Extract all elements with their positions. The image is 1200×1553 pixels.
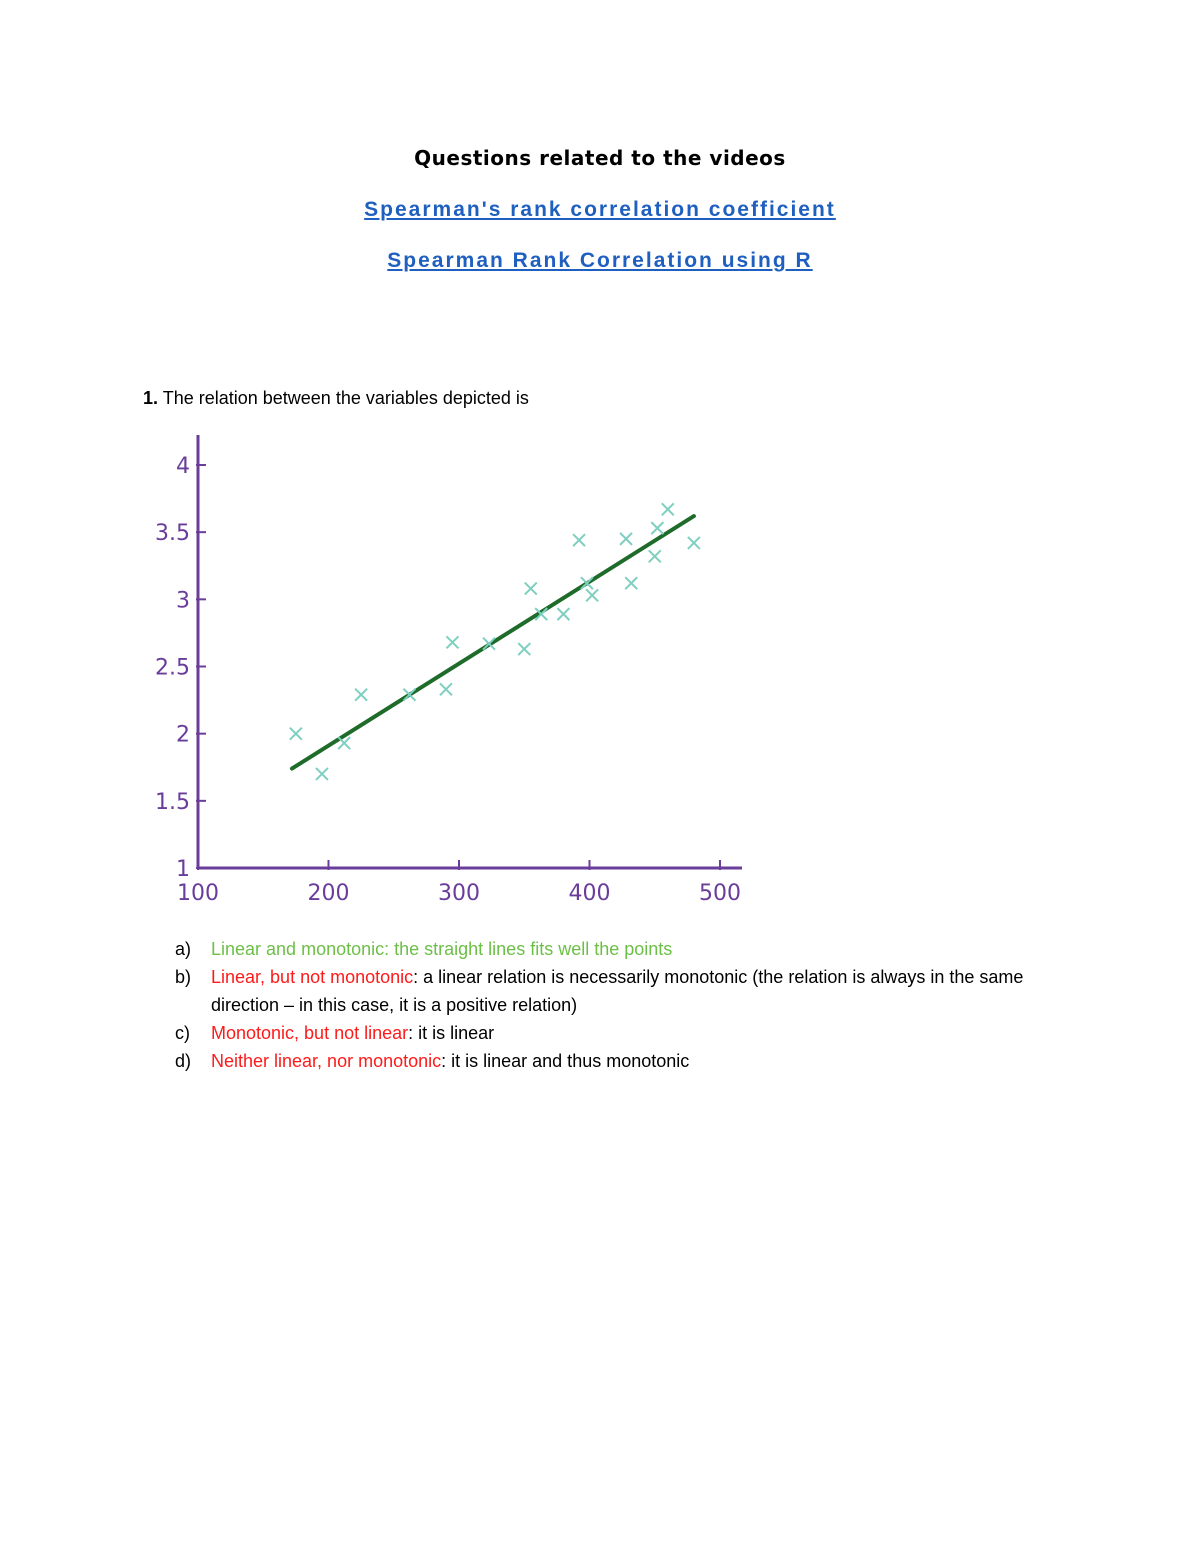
page-title: Questions related to the videos xyxy=(414,146,786,170)
data-point xyxy=(581,577,593,589)
x-tick-label: 200 xyxy=(307,881,350,906)
data-point xyxy=(440,683,452,695)
data-point xyxy=(338,737,350,749)
answer-letter: c) xyxy=(175,1023,190,1043)
answer-explanation: : it is linear and thus monotonic xyxy=(441,1051,690,1071)
data-point xyxy=(688,537,700,549)
answer-list xyxy=(175,935,1075,1075)
answer-explanation: : it is linear xyxy=(408,1023,495,1043)
data-point xyxy=(662,503,674,515)
data-point xyxy=(355,689,367,701)
data-point xyxy=(525,583,537,595)
trend-line xyxy=(292,516,694,769)
data-point xyxy=(290,728,302,740)
y-tick-label: 4 xyxy=(176,454,190,479)
x-tick-label: 100 xyxy=(177,881,219,906)
answer-label: Monotonic, but not linear xyxy=(211,1023,409,1043)
answer-option-c[interactable] xyxy=(175,1019,1075,1047)
answer-letter: d) xyxy=(175,1051,192,1071)
scatter-chart xyxy=(130,425,750,915)
data-point xyxy=(620,533,632,545)
answer-label: Linear, but not monotonic xyxy=(211,967,414,987)
question-text: The relation between the variables depicted is xyxy=(162,388,529,408)
answer-label: Linear and monotonic: the straight lines fits well the points xyxy=(211,939,673,959)
y-tick-label: 2 xyxy=(176,722,190,748)
y-tick-label: 3 xyxy=(176,588,190,614)
y-tick-label: 2.5 xyxy=(155,655,190,681)
video-link-spearman-r[interactable]: Spearman Rank Correlation using R xyxy=(387,249,813,272)
answer-letter: b) xyxy=(175,967,192,987)
video-link-spearman-coefficient[interactable]: Spearman's rank correlation coefficient xyxy=(364,198,836,221)
data-point xyxy=(625,577,637,589)
answer-explanation: : a linear relation is necessarily monotonic (the relation is always in the same direction – in this case, it is a positive relation) xyxy=(211,967,1024,1015)
data-point xyxy=(651,522,663,534)
y-tick-label: 3.5 xyxy=(155,521,190,547)
question-1 xyxy=(143,388,529,409)
data-point xyxy=(518,643,530,655)
data-point xyxy=(403,689,415,701)
x-tick-label: 400 xyxy=(568,881,611,906)
answer-option-a[interactable] xyxy=(175,935,1075,963)
data-point xyxy=(316,768,328,780)
answer-label: Neither linear, nor monotonic xyxy=(211,1051,442,1071)
question-number: 1. xyxy=(143,388,159,408)
data-point xyxy=(573,534,585,546)
answer-option-b[interactable] xyxy=(175,963,1075,1019)
data-point xyxy=(557,608,569,620)
x-tick-label: 300 xyxy=(438,881,480,906)
data-point xyxy=(649,550,661,562)
x-tick-label: 500 xyxy=(699,881,741,906)
answer-option-d[interactable] xyxy=(175,1047,1075,1075)
y-tick-label: 1.5 xyxy=(155,789,190,815)
data-point xyxy=(446,636,458,648)
data-point xyxy=(586,589,598,601)
answer-letter: a) xyxy=(175,939,192,959)
y-tick-label: 1 xyxy=(176,857,190,882)
